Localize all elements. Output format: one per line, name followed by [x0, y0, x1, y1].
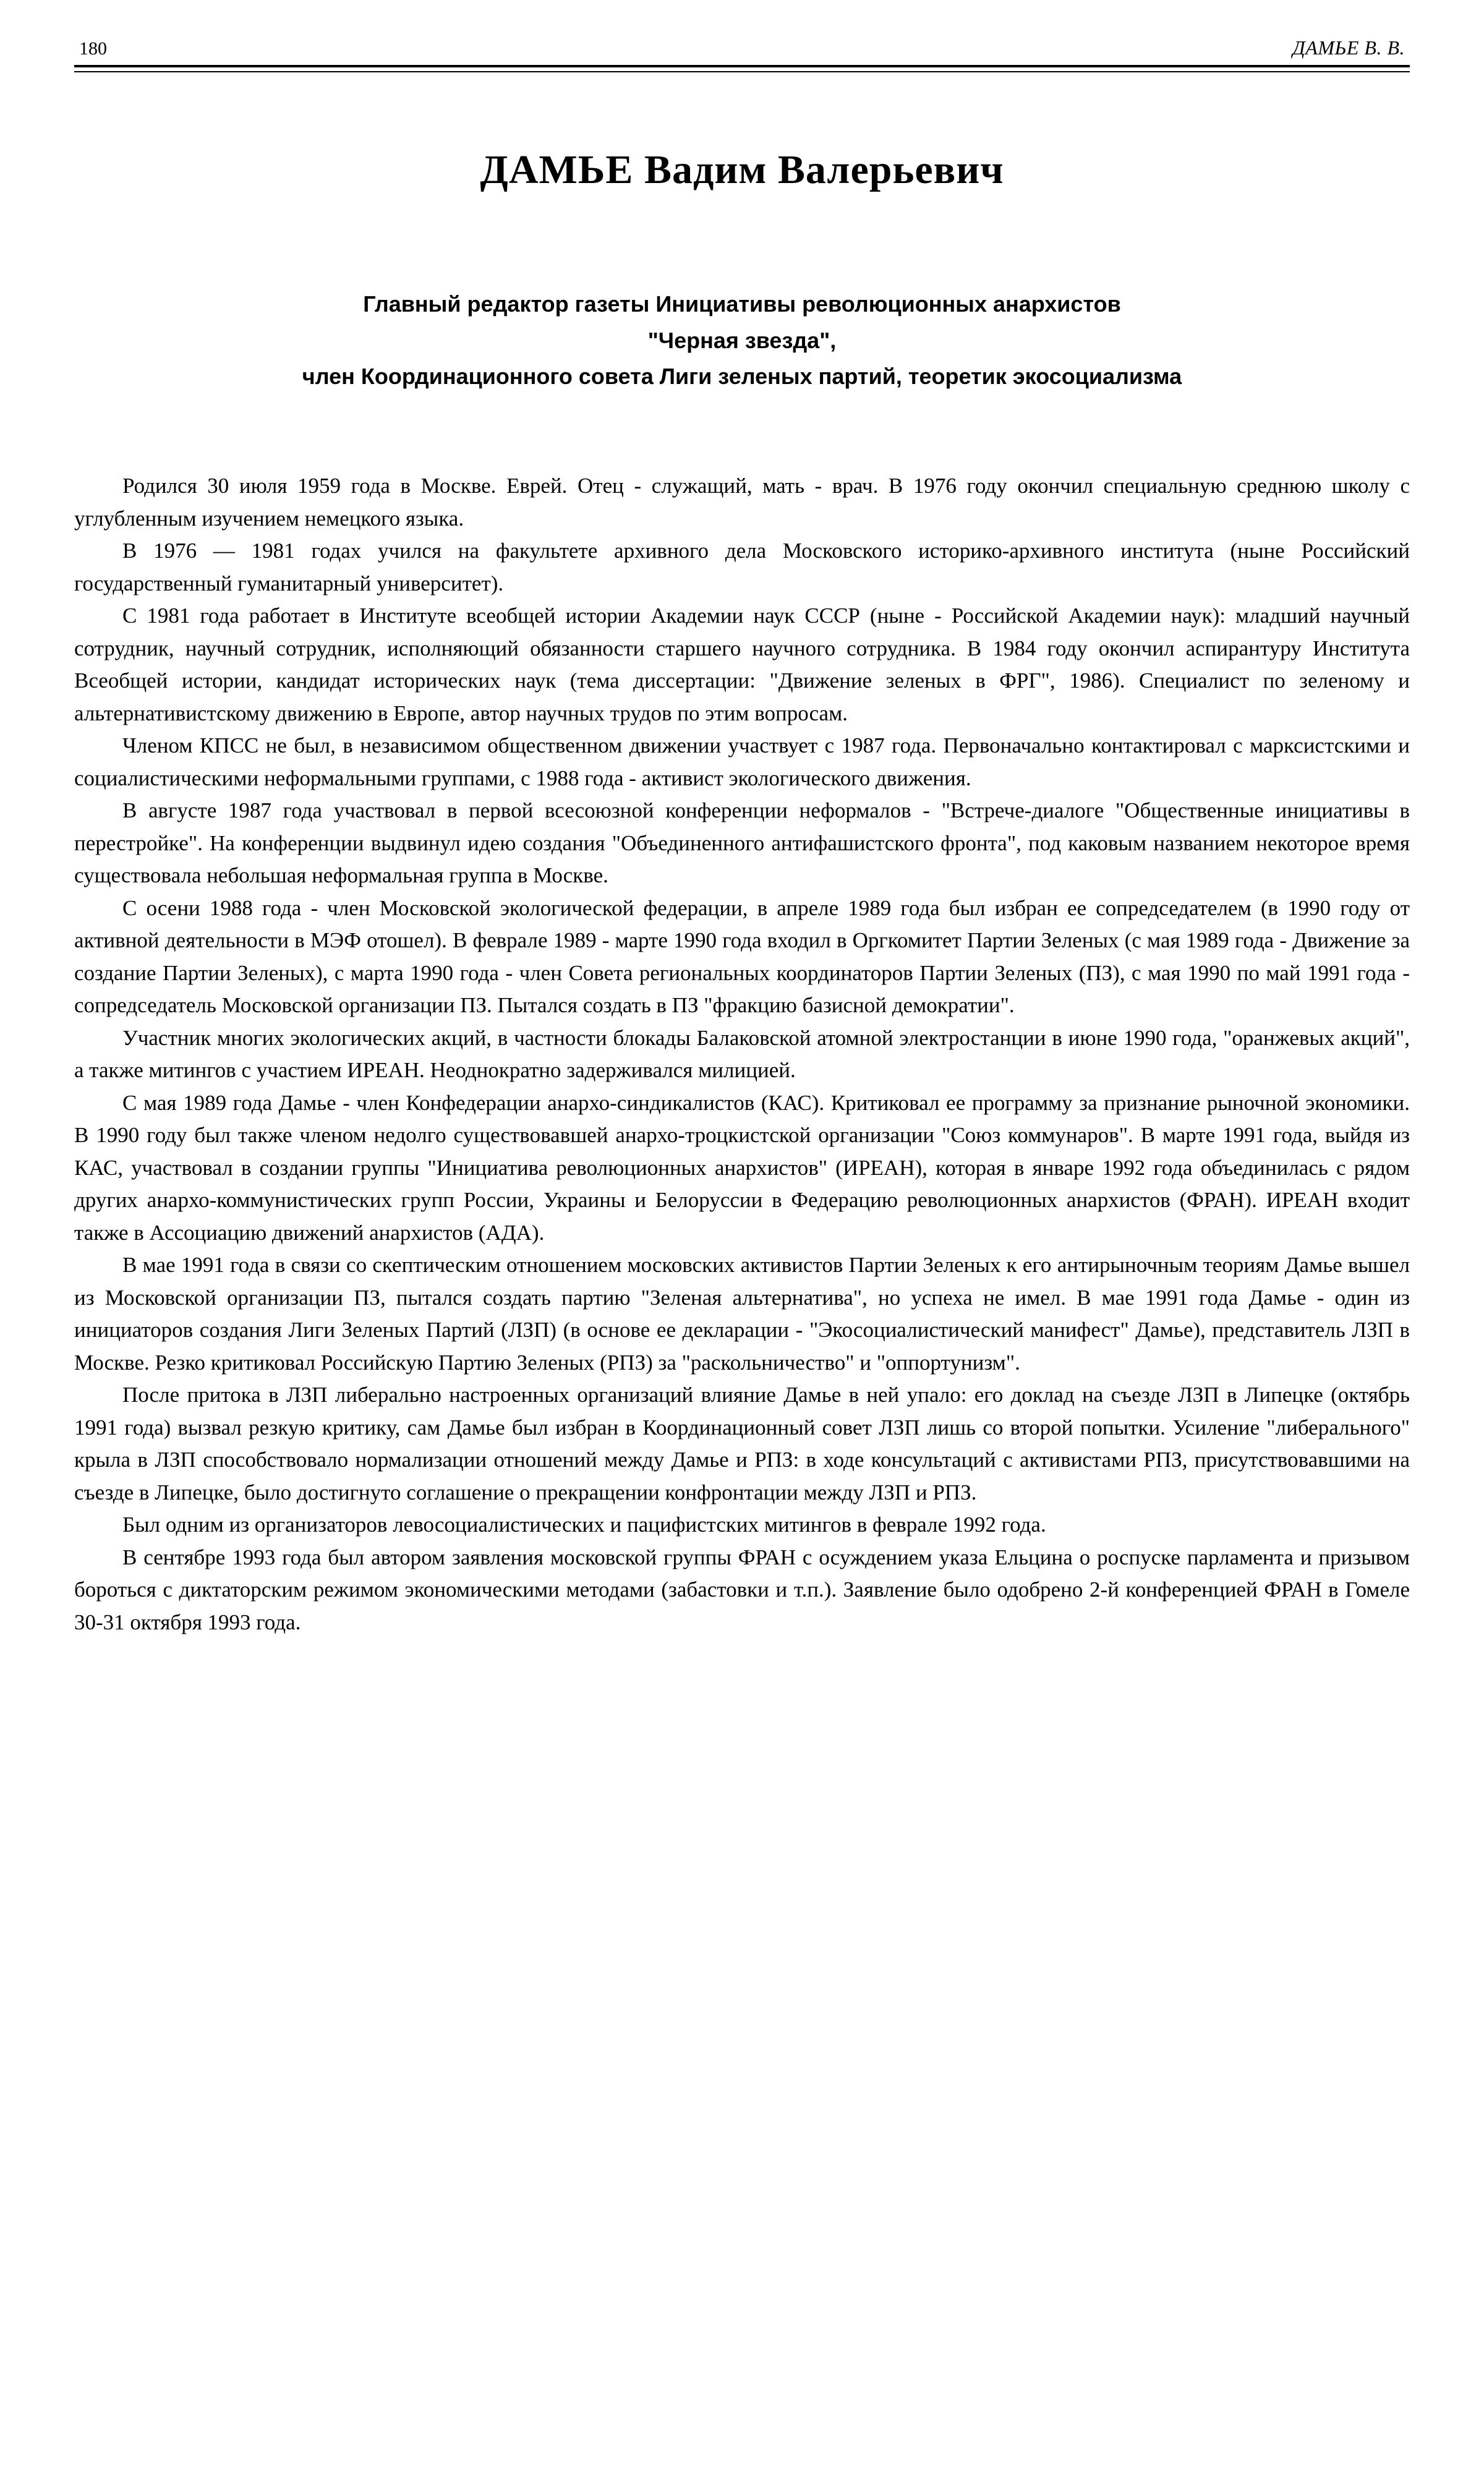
paragraph: В августе 1987 года участвовал в первой всесоюзной конференции неформалов - "Встрече-диалоге "Общественные инициативы в перестройке". На конференции выдвинул идею создания "Объединенного антифашистского фронта", под каковым названием некоторое время существовала небольшая неформальная группа в Москве.	[74, 798, 1410, 888]
paragraph: Участник многих экологических акций, в частности блокады Балаковской атомной электростанции в июне 1990 года, "оранжевых акций", а также митингов с участием ИРЕАН. Неоднократно задерживался милицией.	[74, 1025, 1410, 1083]
paragraph: С осени 1988 года - член Московской экологической федерации, в апреле 1989 года был избран ее сопредседателем (в 1990 году от активной деятельности в МЭФ отошел). В феврале 1989 - марте 1990 года входил в Оргкомитет Партии Зеленых (с мая 1989 года - Движение за создание Партии Зеленых), с марта 1990 года - член Совета региональных координаторов Партии Зеленых (ПЗ), с мая 1990 по май 1991 года - сопредседатель Московской организации ПЗ. Пытался создать в ПЗ "фракцию базисной демократии".	[74, 895, 1410, 1018]
paragraph: Членом КПСС не был, в независимом общественном движении участвует с 1987 года. Первоначально контактировал с марксистскими и социалистическими неформальными группами, с 1988 года - активист экологического движения.	[74, 733, 1410, 790]
paragraph: С 1981 года работает в Институте всеобщей истории Академии наук СССР (ныне - Российской Академии наук): младший научный сотрудник, научный сотрудник, исполняющий обязанности старшего научного сотрудника. В 1984 году окончил аспирантуру Института Всеобщей истории, кандидат исторических наук (тема диссертации: "Движение зеленых в ФРГ", 1986). Специалист по зеленому и альтернативистскому движению в Европе, автор научных трудов по этим вопросам.	[74, 604, 1410, 725]
body-text	[74, 470, 1410, 1639]
paragraph: С мая 1989 года Дамье - член Конфедерации анархо-синдикалистов (КАС). Критиковал ее программу за признание рыночной экономики. В 1990 году был также членом недолго существовавшей анархо-троцкистской организации "Союз коммунаров". В марте 1991 года, выйдя из КАС, участвовал в создании группы "Инициатива революционных анархистов" (ИРЕАН), которая в январе 1992 года объединилась с рядом других анархо-коммунистических групп России, Украины и Белоруссии в Федерацию революционных анархистов (ФРАН). ИРЕАН входит также в Ассоциацию движений анархистов (АДА).	[74, 1090, 1410, 1245]
paragraph: Родился 30 июля 1959 года в Москве. Еврей. Отец - служащий, мать - врач. В 1976 году окончил специальную среднюю школу с углубленным изучением немецкого языка.	[74, 474, 1410, 531]
paragraph: В мае 1991 года в связи со скептическим отношением московских активистов Партии Зеленых к его антирыночным теориям Дамье вышел из Московской организации ПЗ, пытался создать партию "Зеленая альтернатива", но успеха не имел. В мае 1991 года Дамье - один из инициаторов создания Лиги Зеленых Партий (ЛЗП) (в основе ее декларации - "Экосоциалистический манифест" Дамье), представитель ЛЗП в Москве. Резко критиковал Российскую Партию Зеленых (РПЗ) за "раскольничество" и "оппортунизм".	[74, 1253, 1410, 1375]
page-title: ДАМЬЕ Вадим Валерьевич	[480, 147, 1004, 193]
subtitle-line-3: член Координационного совета Лиги зеленых партий, теоретик экосоциализма	[302, 363, 1182, 389]
subtitle	[74, 286, 1410, 395]
subtitle-line-2: "Черная звезда",	[647, 327, 837, 353]
paragraph: В 1976 — 1981 годах учился на факультете архивного дела Московского историко-архивного института (ныне Российский государственный гуманитарный университет).	[74, 539, 1410, 595]
paragraph: После притока в ЛЗП либерально настроенных организаций влияние Дамье в ней упало: его доклад на съезде ЛЗП в Липецке (октябрь 1991 года) вызвал резкую критику, сам Дамье был избран в Координационный совет ЛЗП лишь со второй попытки. Усиление "либерального" крыла в ЛЗП способствовало нормализации отношений между Дамье и РПЗ: в ходе консультаций с активистами РПЗ, присутствовавшими на съезде в Липецке, было достигнуто соглашение о прекращении конфронтации между ЛЗП и РПЗ.	[74, 1383, 1410, 1504]
subtitle-line-1: Главный редактор газеты Инициативы революционных анархистов	[363, 291, 1121, 317]
paragraph: В сентябре 1993 года был автором заявления московской группы ФРАН с осуждением указа Ельцина о роспуске парламента и призывом бороться с диктаторским режимом экономическими методами (забастовки и т.п.). Заявление было одобрено 2-й конференцией ФРАН в Гомеле 30-31 октября 1993 года.	[74, 1545, 1410, 1634]
paragraph: Был одним из организаторов левосоциалистических и пацифистских митингов в феврале 1992 года.	[122, 1513, 1046, 1537]
header-rule	[74, 65, 1410, 72]
page-number: 180	[79, 38, 107, 59]
running-head	[74, 37, 1410, 65]
running-head-author: ДАМЬЕ В. В.	[1292, 36, 1405, 59]
